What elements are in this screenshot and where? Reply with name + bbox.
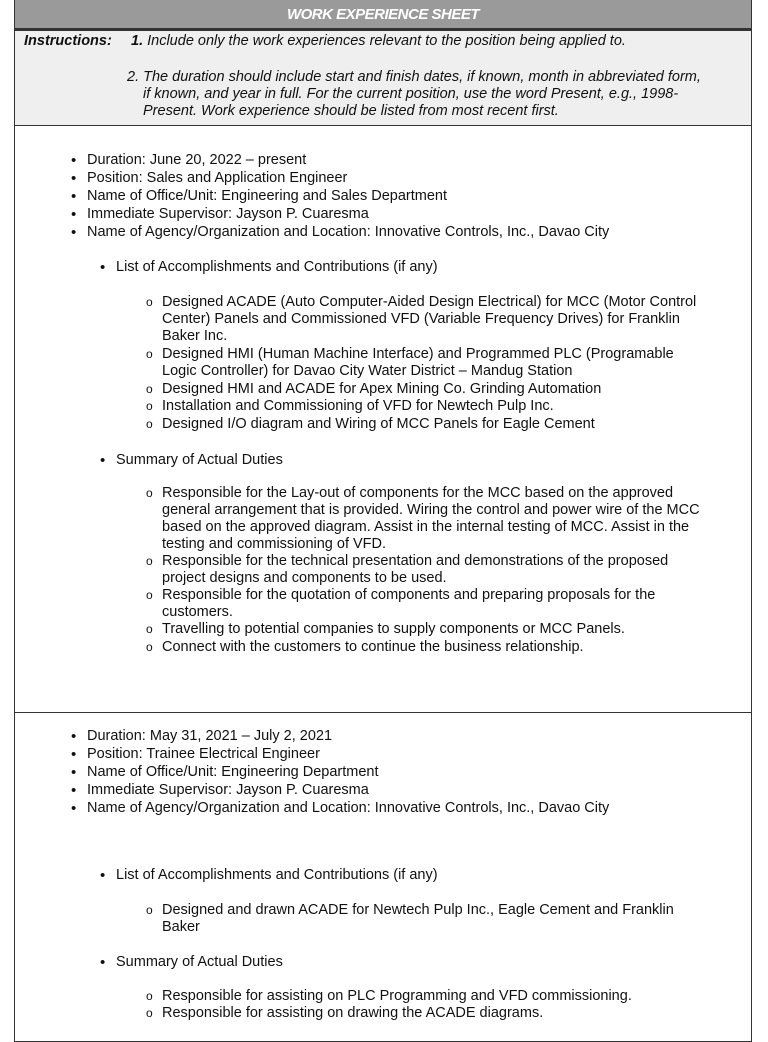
duty-item: Responsible for the quotation of components and preparing proposals for the — [162, 587, 656, 603]
instruction-2 — [127, 69, 742, 120]
duty-item: project designs and components to be used. — [162, 570, 447, 586]
circle-bullet-icon: o — [146, 622, 153, 636]
instruction-1-number: 1. — [131, 33, 144, 49]
bullet-icon: • — [100, 867, 106, 884]
duty-item: Responsible for assisting on drawing the ACADE diagrams. — [162, 1005, 544, 1021]
detail-item: Name of Agency/Organization and Location: Innovative Controls, Inc., Davao City — [87, 800, 610, 816]
circle-bullet-icon: o — [146, 640, 153, 654]
accomplishments-label: List of Accomplishments and Contributions (if any) — [116, 867, 438, 883]
bullet-icon: • — [71, 746, 77, 763]
accomplishment-item: Center) Panels and Commissioned VFD (Variable Frequency Drives) for Franklin — [162, 311, 680, 327]
circle-bullet-icon: o — [146, 295, 153, 309]
duty-item: Responsible for the Lay-out of components for the MCC based on the approved — [162, 485, 674, 501]
circle-bullet-icon: o — [146, 554, 153, 568]
duty-item: Responsible for the technical presentation and demonstrations of the proposed — [162, 553, 669, 569]
bullet-icon: • — [71, 224, 77, 241]
accomplishment-item: Logic Controller) for Davao City Water District – Mandug Station — [162, 363, 573, 379]
instruction-1-text: Include only the work experiences relevant to the position being applied to. — [143, 33, 626, 49]
instructions-box — [14, 29, 752, 126]
duty-item: Travelling to potential companies to supply components or MCC Panels. — [162, 621, 625, 637]
detail-item: Name of Office/Unit: Engineering Department — [87, 764, 379, 780]
bullet-icon: • — [71, 728, 77, 745]
circle-bullet-icon: o — [146, 417, 153, 431]
duty-item: testing and commissioning of VFD. — [162, 536, 387, 552]
duty-item: customers. — [162, 604, 233, 620]
accomplishment-item: Designed HMI (Human Machine Interface) and Programmed PLC (Programable — [162, 346, 674, 362]
accomplishments-label: List of Accomplishments and Contributions (if any) — [116, 259, 438, 275]
accomplishment-item: Designed HMI and ACADE for Apex Mining Co. Grinding Automation — [162, 381, 602, 397]
bullet-icon: • — [71, 206, 77, 223]
duty-item: Connect with the customers to continue the business relationship. — [162, 639, 584, 655]
detail-item: Duration: May 31, 2021 – July 2, 2021 — [87, 728, 333, 744]
duty-item: general arrangement that is provided. Wiring the control and power wire of the MCC — [162, 502, 700, 518]
sheet-title — [14, 0, 752, 29]
duty-item: Responsible for assisting on PLC Programming and VFD commissioning. — [162, 988, 632, 1004]
accomplishment-item: Designed ACADE (Auto Computer-Aided Design Electrical) for MCC (Motor Control — [162, 294, 697, 310]
instruction-1 — [131, 33, 626, 49]
bullet-icon: • — [71, 764, 77, 781]
circle-bullet-icon: o — [146, 399, 153, 413]
circle-bullet-icon: o — [146, 903, 153, 917]
circle-bullet-icon: o — [146, 382, 153, 396]
bullet-icon: • — [100, 954, 106, 971]
bullet-icon: • — [71, 188, 77, 205]
duty-item: based on the approved diagram. Assist in the internal testing of MCC. Assist in the — [162, 519, 690, 535]
accomplishment-item: Baker — [162, 919, 200, 935]
detail-item: Position: Sales and Application Engineer — [87, 170, 348, 186]
circle-bullet-icon: o — [146, 989, 153, 1003]
bullet-icon: • — [100, 452, 106, 469]
circle-bullet-icon: o — [146, 486, 153, 500]
detail-item: Position: Trainee Electrical Engineer — [87, 746, 320, 762]
bullet-icon: • — [71, 170, 77, 187]
duties-label: Summary of Actual Duties — [116, 452, 283, 468]
circle-bullet-icon: o — [146, 1006, 153, 1020]
detail-item: Immediate Supervisor: Jayson P. Cuaresma — [87, 782, 369, 798]
circle-bullet-icon: o — [146, 588, 153, 602]
bullet-icon: • — [71, 782, 77, 799]
accomplishment-item: Baker Inc. — [162, 328, 228, 344]
instruction-2-line: Present. Work experience should be listed from most recent first. — [143, 103, 559, 119]
bullet-icon: • — [71, 152, 77, 169]
detail-item: Name of Office/Unit: Engineering and Sales Department — [87, 188, 448, 204]
accomplishment-item: Designed I/O diagram and Wiring of MCC Panels for Eagle Cement — [162, 416, 595, 432]
instructions-label: Instructions: — [24, 33, 112, 49]
accomplishment-item: Installation and Commissioning of VFD for Newtech Pulp Inc. — [162, 398, 554, 414]
sheet-title-text: WORK EXPERIENCE SHEET — [286, 5, 480, 23]
circle-bullet-icon: o — [146, 347, 153, 361]
bullet-icon: • — [100, 259, 106, 276]
duties-label: Summary of Actual Duties — [116, 954, 283, 970]
instruction-2-line: if known, and year in full. For the current position, use the word Present, e.g., 1998- — [143, 86, 679, 102]
detail-item: Name of Agency/Organization and Location: Innovative Controls, Inc., Davao City — [87, 224, 610, 240]
detail-item: Duration: June 20, 2022 – present — [87, 152, 307, 168]
experience-entry-2 — [14, 712, 752, 1042]
instruction-2-line: 2. The duration should include start and finish dates, if known, month in abbreviated form, — [127, 69, 701, 85]
detail-item: Immediate Supervisor: Jayson P. Cuaresma — [87, 206, 369, 222]
experience-entry-1 — [14, 125, 752, 713]
bullet-icon: • — [71, 800, 77, 817]
accomplishment-item: Designed and drawn ACADE for Newtech Pulp Inc., Eagle Cement and Franklin — [162, 902, 674, 918]
